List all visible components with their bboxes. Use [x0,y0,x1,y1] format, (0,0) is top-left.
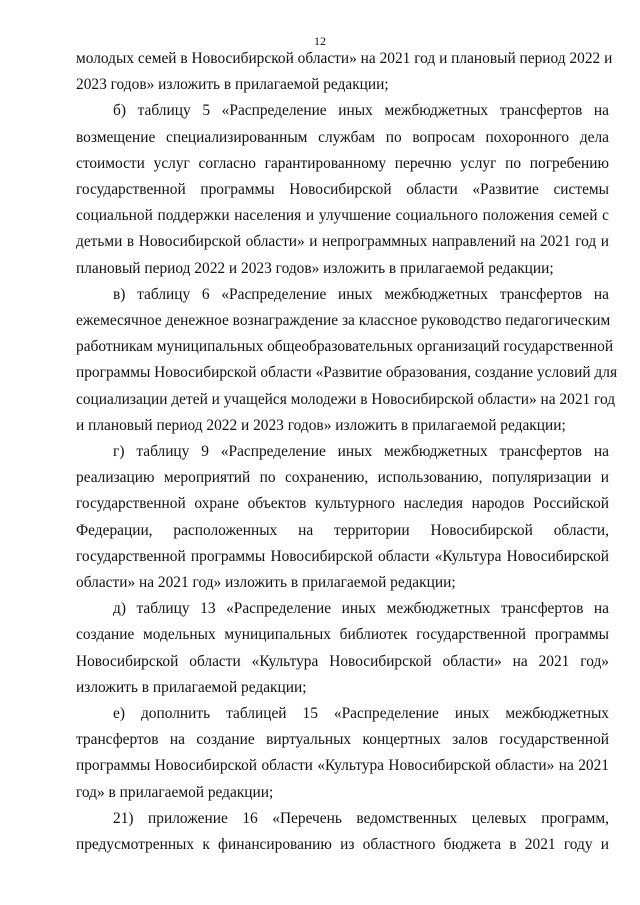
text-line: д) таблицу 13 «Распределение иных межбюджетных трансфертов на [113,600,609,618]
text-line: социализации детей и учащейся молодежи в Новосибирской области» на 2021 год [76,390,616,408]
text-line: государственной программы Новосибирской области «Развитие системы [76,181,609,199]
text-line: год» в прилагаемой редакции; [76,783,274,801]
text-line: 21) приложение 16 «Перечень ведомственных целевых программ, [113,809,609,827]
text-line: работникам муниципальных общеобразовательных организаций государственной [76,338,614,356]
text-line: стоимости услуг согласно гарантированному перечню услуг по погребению [76,154,609,172]
text-line: реализацию мероприятий по сохранению, использованию, популяризации и [76,469,609,487]
text-line: программы Новосибирской области «Культура Новосибирской области» на 2021 [76,757,609,775]
text-line: в) таблицу 6 «Распределение иных межбюджетных трансфертов на [113,285,609,303]
text-line: ежемесячное денежное вознаграждение за классное руководство педагогическим [76,312,611,330]
text-line: молодых семей в Новосибирской области» на 2021 год и плановый период 2022 и [76,50,613,67]
text-line: государственной охране объектов культурного наследия народов Российской [76,495,609,513]
text-line: Новосибирской области «Культура Новосибирской области» на 2021 год» [76,652,609,670]
text-line: детьми в Новосибирской области» и непрограммных направлений на 2021 год и [76,233,609,251]
paragraph-d [76,596,609,701]
text-line: социальной поддержки населения и улучшение социального положения семей с [76,207,609,225]
paragraph-v [76,282,618,439]
text-line: изложить в прилагаемой редакции; [76,678,307,696]
text-line: е) дополнить таблицей 15 «Распределение иных межбюджетных [113,705,609,723]
text-line: трансфертов на создание виртуальных концертных залов государственной [76,731,609,749]
text-line: б) таблицу 5 «Распределение иных межбюджетных трансфертов на [113,102,609,120]
text-line: программы Новосибирской области «Развитие образования, создание условий для [76,364,618,382]
paragraph-21 [76,806,609,858]
paragraph-cont [76,46,613,98]
text-line: плановый период 2022 и 2023 годов» изложить в прилагаемой редакции; [76,259,554,277]
document-body [76,46,618,858]
text-line: государственной программы Новосибирской области «Культура Новосибирской [76,547,609,565]
text-line: и плановый период 2022 и 2023 годов» изложить в прилагаемой редакции; [76,416,566,434]
text-line: создание модельных муниципальных библиотек государственной программы [76,626,609,644]
paragraph-b [76,98,609,281]
text-line: области» на 2021 год» изложить в прилагаемой редакции; [76,574,456,592]
text-line: предусмотренных к финансированию из областного бюджета в 2021 году и [76,836,609,854]
paragraph-g [76,439,609,596]
paragraph-e [76,701,609,806]
text-line: возмещение специализированным службам по вопросам похоронного дела [76,128,609,146]
page-number: 12 [314,34,326,48]
text-line: Федерации, расположенных на территории Новосибирской области, [76,521,609,539]
text-line: г) таблицу 9 «Распределение иных межбюджетных трансфертов на [113,443,609,461]
text-line: 2023 годов» изложить в прилагаемой редакции; [76,76,389,94]
